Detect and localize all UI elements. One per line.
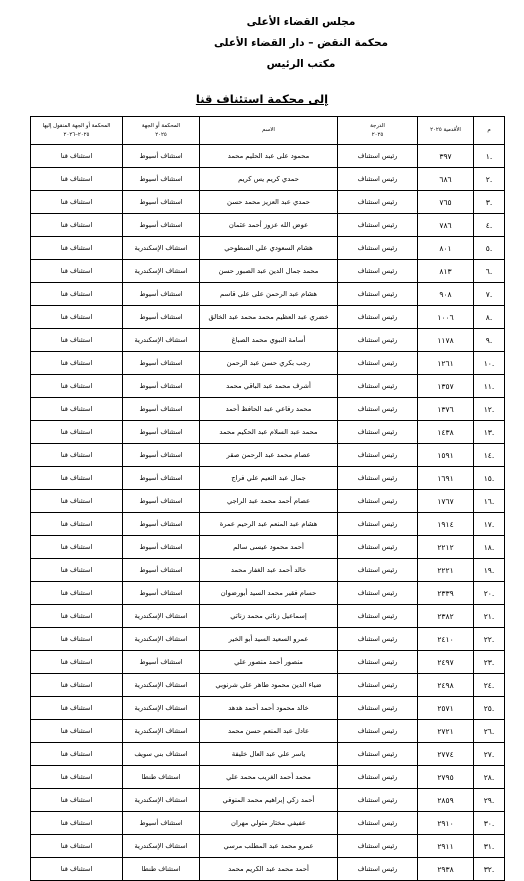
table-body <box>31 145 505 881</box>
cell-seniority: ١٦٩١ <box>418 467 474 490</box>
cell-destination: استئناف قنا <box>31 283 123 306</box>
cell-court: استئناف أسيوط <box>123 444 200 467</box>
table-row <box>31 214 505 237</box>
table-row <box>31 743 505 766</box>
cell-seniority: ١٣٧٦ <box>418 398 474 421</box>
cell-index: .١ <box>474 145 505 168</box>
table-row <box>31 697 505 720</box>
cell-index: .٣٠ <box>474 812 505 835</box>
cell-court: استئناف أسيوط <box>123 398 200 421</box>
cell-destination: استئناف قنا <box>31 720 123 743</box>
cell-name: عصام أحمد محمد عبد الراجي <box>200 490 338 513</box>
cell-rank: رئيس استئناف <box>338 582 418 605</box>
cell-index: .١٧ <box>474 513 505 536</box>
table-row <box>31 766 505 789</box>
cell-index: .٢ <box>474 168 505 191</box>
cell-rank: رئيس استئناف <box>338 559 418 582</box>
cell-name: محمود على عبد الحليم محمد <box>200 145 338 168</box>
table-row <box>31 306 505 329</box>
table-row <box>31 490 505 513</box>
table-row <box>31 789 505 812</box>
cell-rank: رئيس استئناف <box>338 145 418 168</box>
table-row <box>31 559 505 582</box>
header-court <box>123 117 200 145</box>
cell-court: استئناف أسيوط <box>123 168 200 191</box>
cell-name: جمال عبد النعيم علي فراج <box>200 467 338 490</box>
cell-index: .٢٠ <box>474 582 505 605</box>
cell-destination: استئناف قنا <box>31 582 123 605</box>
cell-name: هشام عبد المنعم عبد الرحيم عمرة <box>200 513 338 536</box>
cell-court: استئناف أسيوط <box>123 145 200 168</box>
cell-destination: استئناف قنا <box>31 352 123 375</box>
header-court-label: المحكمة أو الجهة <box>141 122 181 129</box>
cell-rank: رئيس استئناف <box>338 651 418 674</box>
cell-index: .١٥ <box>474 467 505 490</box>
table-row <box>31 329 505 352</box>
cell-rank: رئيس استئناف <box>338 352 418 375</box>
cell-court: استئناف أسيوط <box>123 375 200 398</box>
cell-rank: رئيس استئناف <box>338 191 418 214</box>
cell-seniority: ١٩١٤ <box>418 513 474 536</box>
cell-rank: رئيس استئناف <box>338 467 418 490</box>
cell-seniority: ١٣٥٧ <box>418 375 474 398</box>
cell-index: .٥ <box>474 237 505 260</box>
cell-name: أحمد محمد عبد الكريم محمد <box>200 858 338 881</box>
cell-destination: استئناف قنا <box>31 260 123 283</box>
cell-seniority: ٢٩١١ <box>418 835 474 858</box>
table-row <box>31 352 505 375</box>
cell-destination: استئناف قنا <box>31 168 123 191</box>
header-seniority: الأقدمية ٢٠٢٥ <box>418 117 474 145</box>
cell-name: منصور أحمد منصور علي <box>200 651 338 674</box>
cell-destination: استئناف قنا <box>31 651 123 674</box>
header-name: الاسم <box>200 117 338 145</box>
table-row <box>31 398 505 421</box>
cell-destination: استئناف قنا <box>31 858 123 881</box>
cell-court: استئناف أسيوط <box>123 191 200 214</box>
cell-index: .١٣ <box>474 421 505 444</box>
table-row <box>31 812 505 835</box>
cell-name: رجب بكري حسن عبد الرحمن <box>200 352 338 375</box>
cell-name: هشام عبد الرحمن على على قاسم <box>200 283 338 306</box>
cell-rank: رئيس استئناف <box>338 628 418 651</box>
cell-court: استئناف الإسكندرية <box>123 605 200 628</box>
cell-seniority: ٢٨٥٩ <box>418 789 474 812</box>
cell-rank: رئيس استئناف <box>338 674 418 697</box>
cell-destination: استئناف قنا <box>31 145 123 168</box>
cell-rank: رئيس استئناف <box>338 237 418 260</box>
cell-court: استئناف بني سويف <box>123 743 200 766</box>
cell-index: .٨ <box>474 306 505 329</box>
cell-name: عصام محمد عبد الرحمن صقر <box>200 444 338 467</box>
cell-court: استئناف أسيوط <box>123 467 200 490</box>
cell-index: .٢٨ <box>474 766 505 789</box>
table-row <box>31 858 505 881</box>
cell-destination: استئناف قنا <box>31 835 123 858</box>
cell-index: .١١ <box>474 375 505 398</box>
cell-destination: استئناف قنا <box>31 697 123 720</box>
cell-rank: رئيس استئناف <box>338 858 418 881</box>
cell-name: أحمد زكي إبراهيم محمد المنوفي <box>200 789 338 812</box>
cell-name: عفيفي مختار متولي مهران <box>200 812 338 835</box>
cell-destination: استئناف قنا <box>31 789 123 812</box>
cell-name: خالد أحمد عبد الغفار محمد <box>200 559 338 582</box>
cell-court: استئناف الإسكندرية <box>123 237 200 260</box>
cell-rank: رئيس استئناف <box>338 720 418 743</box>
cell-index: .٩ <box>474 329 505 352</box>
cell-seniority: ٧٨٦ <box>418 214 474 237</box>
table-row <box>31 260 505 283</box>
table-row <box>31 237 505 260</box>
cell-seniority: ٢٤١٠ <box>418 628 474 651</box>
cell-court: استئناف أسيوط <box>123 490 200 513</box>
cell-index: .١٤ <box>474 444 505 467</box>
cell-court: استئناف أسيوط <box>123 306 200 329</box>
document-title: إلى محكمة استئناف قنا <box>195 92 329 106</box>
cell-court: استئناف أسيوط <box>123 421 200 444</box>
cell-destination: استئناف قنا <box>31 467 123 490</box>
table-row <box>31 835 505 858</box>
cell-name: أسامة النبوي محمد الصباغ <box>200 329 338 352</box>
cell-destination: استئناف قنا <box>31 191 123 214</box>
cell-destination: استئناف قنا <box>31 559 123 582</box>
cell-name: حسام فقير محمد السيد أبورضوان <box>200 582 338 605</box>
cell-seniority: ٦٨٦ <box>418 168 474 191</box>
cell-destination: استئناف قنا <box>31 237 123 260</box>
cell-court: استئناف أسيوط <box>123 536 200 559</box>
header-index: م <box>474 117 505 145</box>
cell-court: استئناف الإسكندرية <box>123 789 200 812</box>
cell-court: استئناف أسيوط <box>123 513 200 536</box>
cell-name: أحمد محمود عيسى سالم <box>200 536 338 559</box>
cell-court: استئناف الإسكندرية <box>123 835 200 858</box>
cell-seniority: ١٤٣٨ <box>418 421 474 444</box>
cell-destination: استئناف قنا <box>31 628 123 651</box>
cell-index: .١٦ <box>474 490 505 513</box>
cell-seniority: ٣٩٧ <box>418 145 474 168</box>
cell-name: ضياء الدين محمود طاهر علي شرنوبي <box>200 674 338 697</box>
cell-name: خضري عبد العظيم محمد محمد عبد الخالق <box>200 306 338 329</box>
cell-seniority: ٢٣٨٢ <box>418 605 474 628</box>
cell-destination: استئناف قنا <box>31 536 123 559</box>
cell-index: .٣١ <box>474 835 505 858</box>
cell-name: أشرف محمد عبد الباقي محمد <box>200 375 338 398</box>
cell-rank: رئيس استئناف <box>338 766 418 789</box>
cell-court: استئناف أسيوط <box>123 352 200 375</box>
cell-seniority: ١٢٦١ <box>418 352 474 375</box>
cell-index: .١٨ <box>474 536 505 559</box>
cell-court: استئناف أسيوط <box>123 582 200 605</box>
cell-seniority: ٢٢١٢ <box>418 536 474 559</box>
table-row <box>31 674 505 697</box>
cell-court: استئناف الإسكندرية <box>123 628 200 651</box>
cell-seniority: ٧٦٥ <box>418 191 474 214</box>
table-row <box>31 283 505 306</box>
cell-court: استئناف الإسكندرية <box>123 260 200 283</box>
cell-destination: استئناف قنا <box>31 329 123 352</box>
cell-rank: رئيس استئناف <box>338 697 418 720</box>
cell-seniority: ١١٧٨ <box>418 329 474 352</box>
cell-index: .٣ <box>474 191 505 214</box>
cell-court: استئناف الإسكندرية <box>123 697 200 720</box>
cell-rank: رئيس استئناف <box>338 306 418 329</box>
cell-court: استئناف الإسكندرية <box>123 674 200 697</box>
court-name: محكمة النقض – دار القضاء الأعلى <box>213 37 389 49</box>
cell-rank: رئيس استئناف <box>338 375 418 398</box>
table-header-row <box>31 117 505 145</box>
letterhead <box>181 12 421 75</box>
cell-index: .١٠ <box>474 352 505 375</box>
cell-rank: رئيس استئناف <box>338 260 418 283</box>
cell-court: استئناف الإسكندرية <box>123 720 200 743</box>
table-row <box>31 444 505 467</box>
header-rank-label: الدرجة <box>370 122 385 129</box>
cell-destination: استئناف قنا <box>31 214 123 237</box>
header-destination-year: ٢٠٢٥–٢٠٢٦ <box>63 131 90 138</box>
cell-destination: استئناف قنا <box>31 812 123 835</box>
cell-seniority: ٢٧٢١ <box>418 720 474 743</box>
cell-rank: رئيس استئناف <box>338 283 418 306</box>
table-row <box>31 582 505 605</box>
cell-name: محمد رفاعي عبد الحافظ أحمد <box>200 398 338 421</box>
cell-destination: استئناف قنا <box>31 444 123 467</box>
cell-rank: رئيس استئناف <box>338 536 418 559</box>
cell-rank: رئيس استئناف <box>338 168 418 191</box>
cell-seniority: ١٧٦٧ <box>418 490 474 513</box>
cell-rank: رئيس استئناف <box>338 835 418 858</box>
cell-court: استئناف أسيوط <box>123 812 200 835</box>
cell-index: .٢٦ <box>474 720 505 743</box>
cell-name: محمد جمال الدين عبد الصبور حسن <box>200 260 338 283</box>
transfers-table <box>30 116 505 881</box>
table-row <box>31 536 505 559</box>
cell-rank: رئيس استئناف <box>338 421 418 444</box>
cell-seniority: ٢٧٩٥ <box>418 766 474 789</box>
cell-destination: استئناف قنا <box>31 421 123 444</box>
cell-seniority: ٨٠١ <box>418 237 474 260</box>
cell-rank: رئيس استئناف <box>338 214 418 237</box>
cell-index: .٧ <box>474 283 505 306</box>
cell-index: .١٩ <box>474 559 505 582</box>
header-rank <box>338 117 418 145</box>
table-row <box>31 421 505 444</box>
cell-rank: رئيس استئناف <box>338 329 418 352</box>
cell-seniority: ٢٩٣٨ <box>418 858 474 881</box>
cell-name: هشام السعودي علي السطوحي <box>200 237 338 260</box>
table-row <box>31 720 505 743</box>
cell-court: استئناف أسيوط <box>123 559 200 582</box>
table-row <box>31 375 505 398</box>
cell-seniority: ٢٥٧١ <box>418 697 474 720</box>
cell-seniority: ١٠٠٦ <box>418 306 474 329</box>
cell-name: عمرو محمد عبد المطلب مرسي <box>200 835 338 858</box>
office-name: مكتب الرئيس <box>266 58 336 70</box>
cell-name: عمرو السعيد السيد أبو الخير <box>200 628 338 651</box>
cell-rank: رئيس استئناف <box>338 743 418 766</box>
cell-court: استئناف طنطا <box>123 858 200 881</box>
cell-court: استئناف أسيوط <box>123 651 200 674</box>
cell-destination: استئناف قنا <box>31 490 123 513</box>
header-destination-label: المحكمة أو الجهة المنقول إليها <box>42 122 111 129</box>
cell-destination: استئناف قنا <box>31 398 123 421</box>
cell-seniority: ٢٤٩٨ <box>418 674 474 697</box>
cell-seniority: ٢٤٩٧ <box>418 651 474 674</box>
cell-destination: استئناف قنا <box>31 605 123 628</box>
cell-seniority: ٢٢٢١ <box>418 559 474 582</box>
cell-rank: رئيس استئناف <box>338 444 418 467</box>
cell-index: .٢٩ <box>474 789 505 812</box>
cell-court: استئناف أسيوط <box>123 214 200 237</box>
cell-court: استئناف الإسكندرية <box>123 329 200 352</box>
cell-destination: استئناف قنا <box>31 513 123 536</box>
cell-index: .٢٥ <box>474 697 505 720</box>
cell-seniority: ٨١٣ <box>418 260 474 283</box>
table-row <box>31 191 505 214</box>
cell-index: .١٢ <box>474 398 505 421</box>
council-name: مجلس القضاء الأعلى <box>246 16 356 28</box>
header-court-year: ٢٠٢٥ <box>155 131 167 138</box>
cell-seniority: ٢٣٣٩ <box>418 582 474 605</box>
cell-rank: رئيس استئناف <box>338 513 418 536</box>
cell-index: .٣٢ <box>474 858 505 881</box>
cell-index: .٢١ <box>474 605 505 628</box>
cell-index: .٤ <box>474 214 505 237</box>
cell-seniority: ١٥٩١ <box>418 444 474 467</box>
cell-name: محمد أحمد الغريب محمد علي <box>200 766 338 789</box>
cell-index: .٢٢ <box>474 628 505 651</box>
cell-destination: استئناف قنا <box>31 674 123 697</box>
cell-name: عادل عبد المنعم حسن محمد <box>200 720 338 743</box>
cell-destination: استئناف قنا <box>31 306 123 329</box>
cell-rank: رئيس استئناف <box>338 398 418 421</box>
cell-name: محمد عبد السلام عبد الحكيم محمد <box>200 421 338 444</box>
cell-rank: رئيس استئناف <box>338 490 418 513</box>
cell-index: .٢٧ <box>474 743 505 766</box>
cell-court: استئناف أسيوط <box>123 283 200 306</box>
table-row <box>31 651 505 674</box>
cell-index: .٢٤ <box>474 674 505 697</box>
cell-destination: استئناف قنا <box>31 766 123 789</box>
cell-seniority: ٢٧٧٤ <box>418 743 474 766</box>
header-destination <box>31 117 123 145</box>
cell-rank: رئيس استئناف <box>338 605 418 628</box>
table-row <box>31 467 505 490</box>
cell-seniority: ٢٩١٠ <box>418 812 474 835</box>
table-row <box>31 513 505 536</box>
table-row <box>31 605 505 628</box>
cell-name: ياسر علي عبد العال خليفة <box>200 743 338 766</box>
cell-name: حمدي كريم يس كريم <box>200 168 338 191</box>
cell-name: عوض الله عزوز أحمد عثمان <box>200 214 338 237</box>
cell-index: .٢٣ <box>474 651 505 674</box>
header-rank-year: ٢٠٢٥ <box>371 131 384 138</box>
cell-index: .٦ <box>474 260 505 283</box>
cell-rank: رئيس استئناف <box>338 812 418 835</box>
table-row <box>31 145 505 168</box>
cell-destination: استئناف قنا <box>31 375 123 398</box>
table-row <box>31 628 505 651</box>
cell-name: خالد محمود أحمد أحمد هدهد <box>200 697 338 720</box>
table-row <box>31 168 505 191</box>
cell-seniority: ٩٠٨ <box>418 283 474 306</box>
cell-rank: رئيس استئناف <box>338 789 418 812</box>
cell-court: استئناف طنطا <box>123 766 200 789</box>
cell-name: حمدي عبد العزيز محمد حسن <box>200 191 338 214</box>
cell-destination: استئناف قنا <box>31 743 123 766</box>
cell-name: إسماعيل زناتي محمد زناتي <box>200 605 338 628</box>
